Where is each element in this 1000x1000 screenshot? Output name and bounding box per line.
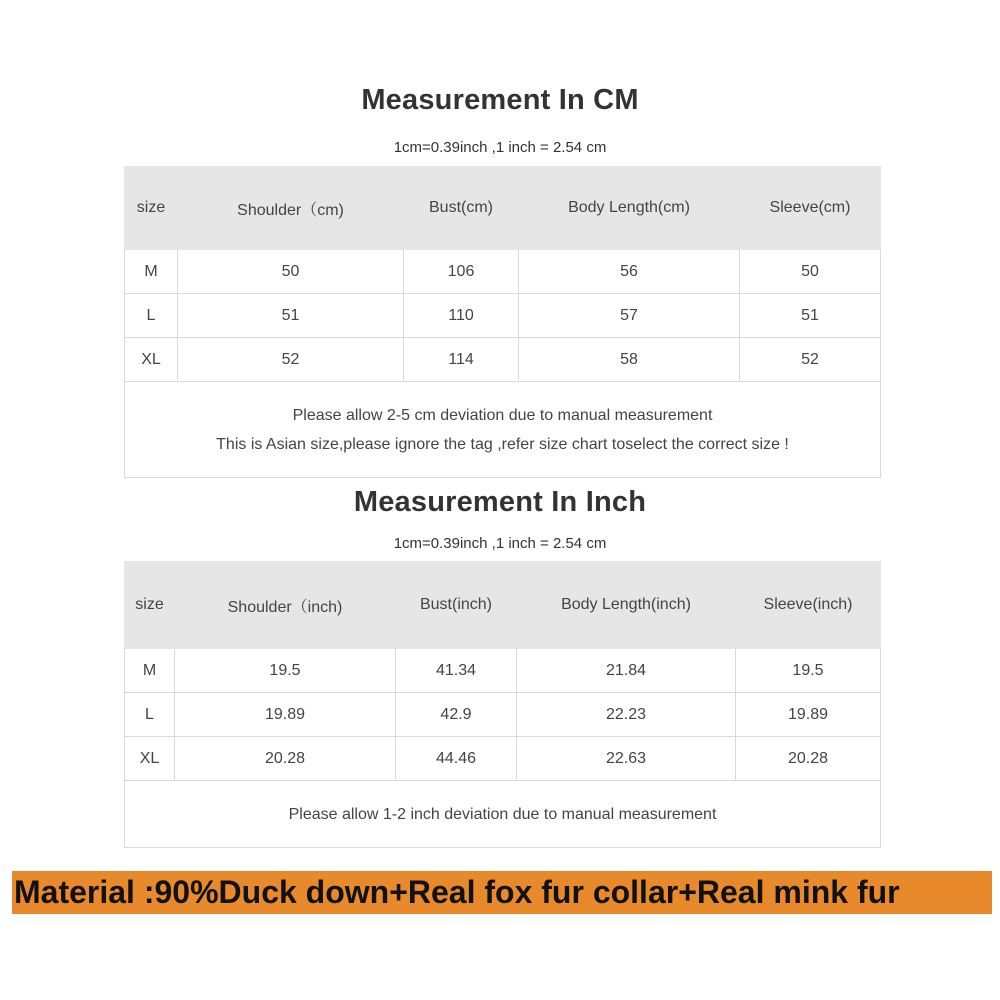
inch-deviation-note-line: Please allow 1-2 inch deviation due to manual measurement: [288, 805, 717, 823]
table-row: [125, 693, 881, 737]
inch-header-size: size: [125, 562, 175, 649]
sleeve-cell: 19.89: [736, 693, 881, 737]
bust-cell: 44.46: [396, 737, 517, 781]
cm-conversion-note: 1cm=0.39inch ,1 inch = 2.54 cm: [393, 139, 607, 156]
inch-header-sleeve: Sleeve(inch): [736, 562, 881, 649]
size-cell: XL: [125, 737, 175, 781]
shoulder-cell: 20.28: [175, 737, 396, 781]
size-cell: L: [125, 294, 178, 338]
cm-header-bust: Bust(cm): [404, 167, 519, 250]
inch-note-row: [125, 781, 881, 848]
table-row: [125, 250, 881, 294]
sleeve-cell: 52: [740, 338, 881, 382]
inch-header-body-length: Body Length(inch): [517, 562, 736, 649]
shoulder-cell: 52: [178, 338, 404, 382]
bust-cell: 106: [404, 250, 519, 294]
sleeve-cell: 19.5: [736, 649, 881, 693]
shoulder-cell: 50: [178, 250, 404, 294]
table-row: [125, 294, 881, 338]
body-length-cell: 21.84: [517, 649, 736, 693]
shoulder-cell: 19.5: [175, 649, 396, 693]
asian-size-note-line: This is Asian size,please ignore the tag ,refer size chart toselect the correct size !: [216, 435, 789, 453]
cm-section-title: Measurement In CM: [361, 84, 639, 116]
body-length-cell: 22.63: [517, 737, 736, 781]
cm-header-body-length: Body Length(cm): [519, 167, 740, 250]
bust-cell: 41.34: [396, 649, 517, 693]
size-cell: XL: [125, 338, 178, 382]
cm-deviation-note-line: Please allow 2-5 cm deviation due to manual measurement: [292, 406, 713, 424]
inch-deviation-note: [125, 781, 881, 848]
inch-header-row: [125, 562, 881, 649]
cm-header-shoulder: Shoulder（cm): [178, 167, 404, 250]
inch-conversion-note: 1cm=0.39inch ,1 inch = 2.54 cm: [393, 535, 607, 552]
cm-header-sleeve: Sleeve(cm): [740, 167, 881, 250]
material-banner: Material :90%Duck down+Real fox fur collar+Real mink fur: [12, 871, 992, 914]
cm-deviation-note: [125, 382, 881, 478]
sleeve-cell: 51: [740, 294, 881, 338]
sleeve-cell: 20.28: [736, 737, 881, 781]
body-length-cell: 57: [519, 294, 740, 338]
table-row: [125, 338, 881, 382]
cm-header-row: [125, 167, 881, 250]
size-cell: M: [125, 250, 178, 294]
inch-section-title: Measurement In Inch: [353, 486, 647, 518]
size-cell: M: [125, 649, 175, 693]
body-length-cell: 58: [519, 338, 740, 382]
size-cell: L: [125, 693, 175, 737]
table-row: [125, 649, 881, 693]
shoulder-cell: 19.89: [175, 693, 396, 737]
bust-cell: 114: [404, 338, 519, 382]
inch-header-shoulder: Shoulder（inch): [175, 562, 396, 649]
sleeve-cell: 50: [740, 250, 881, 294]
cm-header-size: size: [125, 167, 178, 250]
inch-size-table: [124, 561, 881, 848]
body-length-cell: 56: [519, 250, 740, 294]
shoulder-cell: 51: [178, 294, 404, 338]
inch-header-bust: Bust(inch): [396, 562, 517, 649]
cm-size-table: [124, 166, 881, 478]
bust-cell: 110: [404, 294, 519, 338]
table-row: [125, 737, 881, 781]
body-length-cell: 22.23: [517, 693, 736, 737]
cm-note-row: [125, 382, 881, 478]
bust-cell: 42.9: [396, 693, 517, 737]
